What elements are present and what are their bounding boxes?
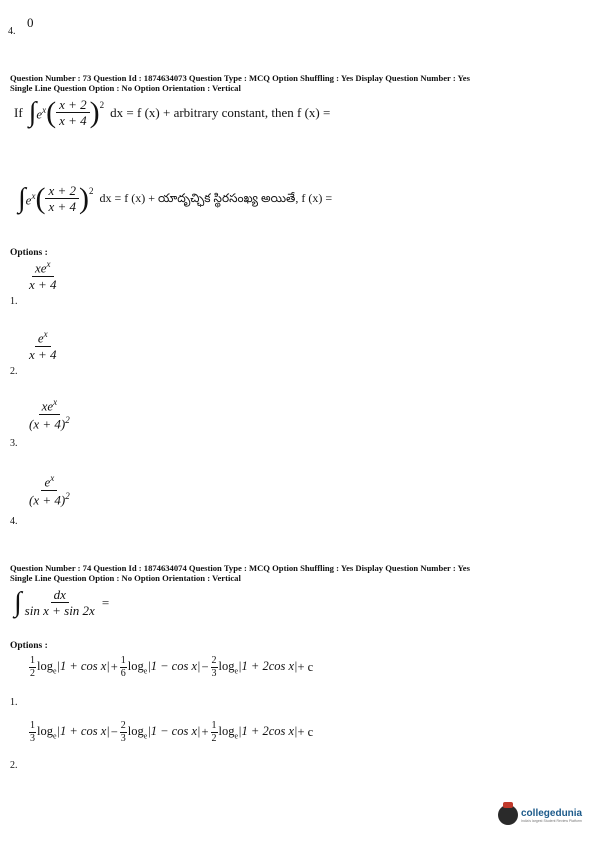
coefficient-fraction: $\frac{1}{6}$ — [120, 655, 126, 679]
q74-header-line1: Question Number : 74 Question Id : 1874634074 Question Type : MCQ Option Shuffling : Yes Display Question Number : Yes — [10, 563, 470, 573]
logo-name: collegedunia — [521, 807, 583, 819]
q73-telugu-rhs: dx = f (x) + యాదృచ్ఛిక స్థిరసంఖ్య అయితే, f (x) = — [99, 190, 333, 205]
log-term: $\log_e|1 + \cos x|$ — [37, 659, 110, 676]
q73-if-word: If — [14, 105, 23, 121]
coefficient-fraction: 1 3 — [30, 720, 35, 744]
log-term: $\log_e|1 + 2\cos$ x| — [218, 659, 298, 676]
q73-integrand-fraction — [56, 98, 90, 129]
log-term: $\log_e|1 + 2\cos$ x| — [218, 724, 298, 741]
q73-header — [10, 73, 570, 93]
coefficient-fraction: $\frac{2}{3}$ — [120, 720, 126, 744]
coefficient-fraction: $\frac{1}{2}$ — [211, 720, 217, 744]
term-sign: + — [201, 724, 209, 739]
q73-option-2[interactable]: $\frac{e^x}{x + 4}$ — [29, 329, 57, 362]
fraction-denominator: x + 4 — [48, 199, 76, 215]
q74-option-2[interactable] — [28, 721, 313, 744]
q73-options-label: Options : — [10, 248, 48, 258]
coefficient-fraction: $\frac{2}{3}$ — [211, 655, 217, 679]
q73-english-question — [14, 98, 330, 129]
q73-option-2-number: 2. — [10, 366, 18, 377]
exp-e: $e^x$ — [36, 104, 47, 122]
log-term: $\log_e|1 + \cos x|$ — [37, 724, 110, 741]
fraction-numerator: x + 2 — [56, 98, 90, 113]
term-sign: − — [201, 659, 209, 674]
q74-options-label: Options : — [10, 641, 48, 651]
equals-sign: = — [101, 595, 110, 611]
q74-option-1[interactable] — [28, 656, 313, 679]
collegedunia-logo — [498, 805, 582, 825]
q74-header-line2: Single Line Question Option : No Option Orientation : Vertical — [10, 573, 241, 583]
term-sign: + — [110, 659, 118, 674]
q74-question — [14, 588, 109, 619]
q73-telugu-question — [18, 184, 332, 215]
term-sign: − — [110, 724, 118, 739]
q73-option-3[interactable]: $\frac{xe^x}{(x + 4)^2}$ — [29, 397, 70, 431]
q73-header-line1: Question Number : 73 Question Id : 1874634073 Question Type : MCQ Option Shuffling : Yes Display Question Number : Yes — [10, 73, 470, 83]
integral-sign: ∫ — [18, 183, 26, 215]
log-term: $\log_e|1 - \cos x|$ — [127, 724, 201, 741]
constant-term: + c — [297, 659, 314, 674]
fraction-denominator: sin x + sin 2x — [24, 603, 95, 619]
fraction-denominator: x + 4 — [59, 113, 87, 129]
power: 2 — [89, 186, 94, 196]
q73-telugu-integrand-fraction — [45, 184, 79, 215]
integral-sign: ∫ — [14, 587, 22, 619]
q74-option-1-number: 1. — [10, 697, 18, 708]
fraction-numerator: x + 2 — [45, 184, 79, 199]
q73-option-3-number: 3. — [10, 438, 18, 449]
q73-option-4-number: 4. — [10, 516, 18, 527]
q74-header — [10, 563, 570, 583]
fraction-numerator: dx — [51, 588, 69, 603]
integral-sign: ∫ — [28, 97, 37, 129]
prev-option-value: 0 — [27, 15, 34, 30]
q73-header-line2: Single Line Question Option : No Option Orientation : Vertical — [10, 83, 241, 93]
q73-option-1[interactable]: $\frac{xe^x}{x + 4}$ — [29, 259, 57, 292]
prev-option-number: 4. — [8, 26, 16, 37]
q73-option-1-number: 1. — [10, 296, 18, 307]
constant-term: + c — [297, 724, 314, 739]
power: 2 — [99, 100, 105, 110]
q73-option-4[interactable]: $\frac{e^x}{(x + 4)^2}$ — [29, 473, 70, 507]
coefficient-fraction: 1 2 — [30, 655, 35, 679]
right-paren: ) — [79, 182, 89, 216]
q74-integrand-fraction — [22, 588, 98, 619]
left-paren: ( — [46, 96, 57, 130]
graduate-avatar-icon — [498, 805, 518, 825]
left-paren: ( — [35, 182, 46, 216]
logo-tagline: India's largest Student Review Platform — [521, 818, 582, 823]
right-paren: ) — [89, 96, 100, 130]
log-term: $\log_e|1 - \cos x|$ — [127, 659, 201, 676]
exp-e: $e^x$ — [25, 190, 36, 208]
q74-option-2-number: 2. — [10, 760, 18, 771]
q73-english-rhs: dx = f (x) + arbitrary constant, then f (x) = — [110, 105, 331, 121]
